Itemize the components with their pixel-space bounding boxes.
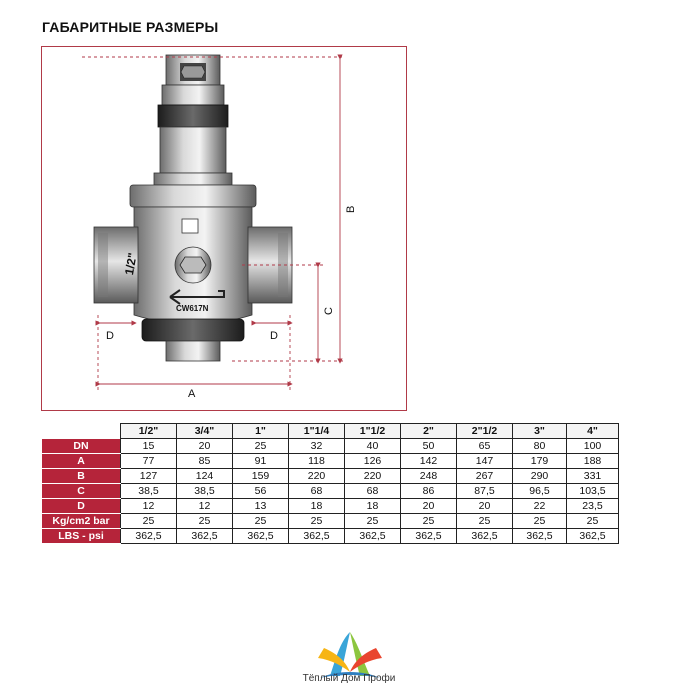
column-header: 3" [513,424,567,439]
table-row [42,499,619,514]
table-cell: 68 [289,484,345,499]
table-cell: 25 [121,514,177,529]
row-label: Kg/cm2 bar [42,514,121,529]
table-cell: 40 [345,439,401,454]
table-cell: 20 [177,439,233,454]
column-header: 4" [567,424,619,439]
table-cell: 159 [233,469,289,484]
table-cell: 248 [401,469,457,484]
table-cell: 15 [121,439,177,454]
table-row [42,514,619,529]
row-label: LBS - psi [42,529,121,544]
table-cell: 77 [121,454,177,469]
table-cell: 87,5 [457,484,513,499]
table-cell: 96,5 [513,484,567,499]
table-cell: 25 [345,514,401,529]
side-marking: 1/2" [122,251,140,277]
table-cell: 362,5 [121,529,177,544]
table-cell: 25 [233,514,289,529]
table-cell: 126 [345,454,401,469]
table-cell: 22 [513,499,567,514]
table-row [42,469,619,484]
column-header: 1" [233,424,289,439]
table-cell: 12 [177,499,233,514]
table-cell: 100 [567,439,619,454]
table-row [42,529,619,544]
table-cell: 124 [177,469,233,484]
table-cell: 25 [177,514,233,529]
table-cell: 68 [345,484,401,499]
table-cell: 86 [401,484,457,499]
row-label: DN [42,439,121,454]
row-label: C [42,484,121,499]
row-label: D [42,499,121,514]
table-cell: 85 [177,454,233,469]
valve-drawing [41,46,407,411]
table-cell: 142 [401,454,457,469]
dimensions-table [41,423,619,544]
table-row [42,454,619,469]
dim-label-a: A [188,388,196,400]
table-cell: 362,5 [513,529,567,544]
table-cell: 65 [457,439,513,454]
row-label: A [42,454,121,469]
table-cell: 147 [457,454,513,469]
table-cell: 362,5 [177,529,233,544]
table-cell: 13 [233,499,289,514]
table-cell: 331 [567,469,619,484]
table-cell: 25 [567,514,619,529]
valve-top-cap [154,55,232,185]
table-cell: 25 [289,514,345,529]
table-corner-cell [42,424,121,439]
table-cell: 362,5 [457,529,513,544]
column-header: 1"1/2 [345,424,401,439]
valve-diagram-svg [42,47,408,412]
table-cell: 118 [289,454,345,469]
body-marking: CW617N [176,304,209,313]
table-cell: 38,5 [177,484,233,499]
table-cell: 25 [513,514,567,529]
table-cell: 220 [289,469,345,484]
table-cell: 25 [457,514,513,529]
table-header-row [42,424,619,439]
table-cell: 20 [401,499,457,514]
table-cell: 38,5 [121,484,177,499]
table-cell: 362,5 [233,529,289,544]
table-cell: 56 [233,484,289,499]
table-cell: 362,5 [289,529,345,544]
table-cell: 290 [513,469,567,484]
dim-label-d-right: D [270,330,278,342]
logo-caption: Тёплый Дом Профи [302,673,396,684]
table-cell: 18 [289,499,345,514]
page-title: ГАБАРИТНЫЕ РАЗМЕРЫ [42,19,219,35]
table-row [42,439,619,454]
table-cell: 362,5 [567,529,619,544]
table-cell: 220 [345,469,401,484]
table-row [42,484,619,499]
table-cell: 179 [513,454,567,469]
table-cell: 91 [233,454,289,469]
table-cell: 80 [513,439,567,454]
column-header: 1"1/4 [289,424,345,439]
table-cell: 12 [121,499,177,514]
table-cell: 25 [233,439,289,454]
table-cell: 18 [345,499,401,514]
table-cell: 25 [401,514,457,529]
dim-label-c: C [323,307,335,315]
dim-label-b: B [345,205,357,213]
table-cell: 103,5 [567,484,619,499]
column-header: 2" [401,424,457,439]
table-cell: 50 [401,439,457,454]
column-header: 2"1/2 [457,424,513,439]
table-cell: 362,5 [401,529,457,544]
column-header: 1/2" [121,424,177,439]
table-cell: 188 [567,454,619,469]
column-header: 3/4" [177,424,233,439]
table-cell: 23,5 [567,499,619,514]
table-cell: 267 [457,469,513,484]
row-label: B [42,469,121,484]
table-cell: 20 [457,499,513,514]
table-cell: 32 [289,439,345,454]
table-cell: 362,5 [345,529,401,544]
dim-label-d-left: D [106,330,114,342]
table-cell: 127 [121,469,177,484]
